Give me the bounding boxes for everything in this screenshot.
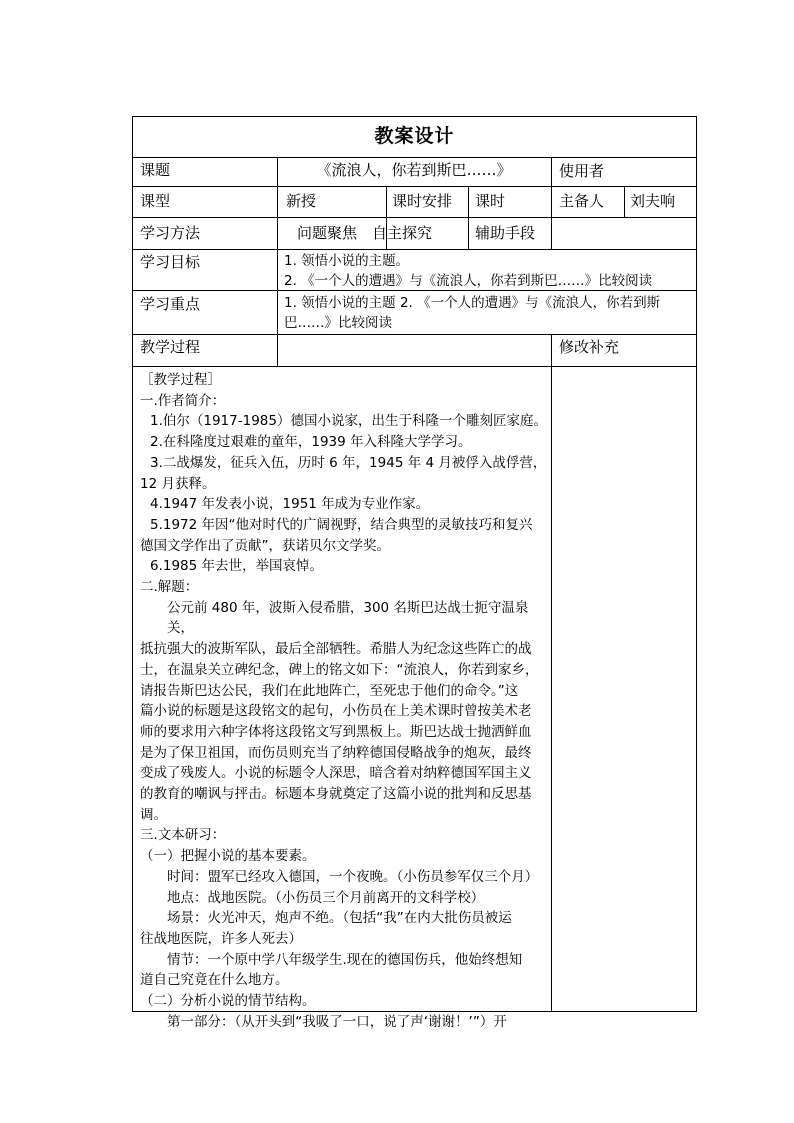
- preparer-value: 刘夫响: [630, 192, 676, 210]
- revise-label: 修改补充: [559, 338, 620, 356]
- goals-label: 学习目标: [140, 253, 201, 271]
- aids-label: 辅助手段: [475, 224, 536, 242]
- body-line: 场景：火光冲天，炮声不绝。（包括“我”在内大批伤员被运: [167, 910, 512, 927]
- body-line: 二.解题：: [140, 579, 199, 596]
- body-line: 1.伯尔（1917-1985）德国小说家，出生于科隆一个雕刻匠家庭。: [150, 413, 547, 430]
- body-line: 师的要求用六种字体将这段铭文写到黑板上。斯巴达战士抛洒鲜血: [140, 723, 532, 740]
- body-line: 变成了残废人。小说的标题令人深思，暗含着对纳粹德国军国主义: [140, 765, 532, 782]
- table-rule: [132, 186, 697, 187]
- body-line: 2.在科隆度过艰难的童年，1939 年入科隆大学学习。: [150, 434, 472, 451]
- body-line: 5.1972 年因“他对时代的广阔视野，结合典型的灵敏技巧和复兴: [150, 516, 533, 533]
- body-line: 请报告斯巴达公民，我们在此地阵亡，至死忠于他们的命令。”这: [140, 682, 519, 699]
- page-title: 教案设计: [374, 125, 455, 147]
- table-rule: [132, 366, 697, 367]
- body-line: 士，在温泉关立碑纪念，碑上的铭文如下：“流浪人，你若到家乡，: [140, 661, 539, 678]
- body-line: 6.1985 年去世，举国哀悼。: [150, 558, 324, 575]
- body-line: 情节：一个原中学八年级学生.现在的德国伤兵，他始终想知: [167, 951, 523, 968]
- table-rule: [132, 217, 697, 218]
- lesson-type-value: 新授: [286, 192, 317, 210]
- goal-item: 1. 领悟小说的主题。: [284, 253, 410, 269]
- table-rule: [551, 334, 552, 1012]
- body-line: 时间：盟军已经攻入德国，一个夜晚。（小伤员参军仅三个月）: [167, 868, 539, 885]
- table-rule: [132, 334, 697, 335]
- body-line: 是为了保卫祖国，而伤员则充当了纳粹德国侵略战争的炮灰，最终: [140, 744, 532, 761]
- method-value: 问题聚焦 自主探究: [297, 224, 433, 242]
- table-rule: [277, 157, 278, 366]
- focus-label: 学习重点: [140, 295, 201, 313]
- body-line: 的教育的嘲讽与抨击。标题本身就奠定了这篇小说的批判和反思基: [140, 786, 532, 803]
- topic-label: 课题: [140, 161, 171, 179]
- focus-text-line: 1. 领悟小说的主题 2. 《一个人的遭遇》与《流浪人，你若到斯: [284, 295, 661, 311]
- table-rule: [468, 186, 469, 249]
- body-line: 三.文本研习：: [140, 827, 226, 844]
- period-label: 课时: [475, 192, 506, 210]
- body-line: 地点：战地医院。（小伤员三个月前离开的文科学校）: [167, 889, 485, 906]
- table-rule: [551, 157, 552, 249]
- body-line: ［教学过程］: [140, 372, 221, 388]
- table-rule: [132, 157, 697, 158]
- body-line: 道自己究竟在什么地方。: [140, 972, 289, 989]
- body-line: 抵抗强大的波斯军队，最后全部牺牲。希腊人为纪念这些阵亡的战: [140, 641, 532, 658]
- process-label: 教学过程: [140, 338, 201, 356]
- topic-value: 《流浪人，你若到斯巴……》: [316, 161, 512, 179]
- body-line: 3.二战爆发，征兵入伍，历时 6 年，1945 年 4 月被俘入战俘营，: [150, 454, 547, 471]
- preparer-label: 主备人: [559, 192, 605, 210]
- body-line: 第一部分：（从开头到“我吸了一口，说了声‘谢谢！’”）开: [167, 1013, 507, 1030]
- table-rule: [624, 186, 625, 217]
- body-line: 德国文学作出了贡献”，获诺贝尔文学奖。: [140, 537, 390, 554]
- goal-item: 2. 《一个人的遭遇》与《流浪人，你若到斯巴……》比较阅读: [284, 273, 653, 289]
- body-line: （一）把握小说的基本要素。: [140, 848, 316, 865]
- body-line: 调。: [140, 806, 167, 823]
- lesson-type-label: 课型: [140, 192, 171, 210]
- body-line: 往战地医院，许多人死去）: [140, 930, 302, 947]
- table-rule: [132, 249, 697, 250]
- body-line: 一.作者简介：: [140, 392, 226, 409]
- body-line: 篇小说的标题是这段铭文的起句，小伤员在上美术课时曾按美术老: [140, 703, 532, 720]
- body-line: （二）分析小说的情节结构。: [140, 993, 316, 1010]
- body-line: 公元前 480 年，波斯入侵希腊，300 名斯巴达战士扼守温泉关，: [167, 599, 529, 637]
- teaching-process-body: [140, 370, 548, 1033]
- body-line: 12 月获释。: [140, 475, 216, 492]
- schedule-label: 课时安排: [392, 192, 453, 210]
- method-label: 学习方法: [140, 224, 201, 242]
- focus-text-line: 巴……》比较阅读: [284, 315, 392, 331]
- user-label: 使用者: [559, 162, 605, 180]
- body-line: 4.1947 年发表小说，1951 年成为专业作家。: [150, 496, 430, 513]
